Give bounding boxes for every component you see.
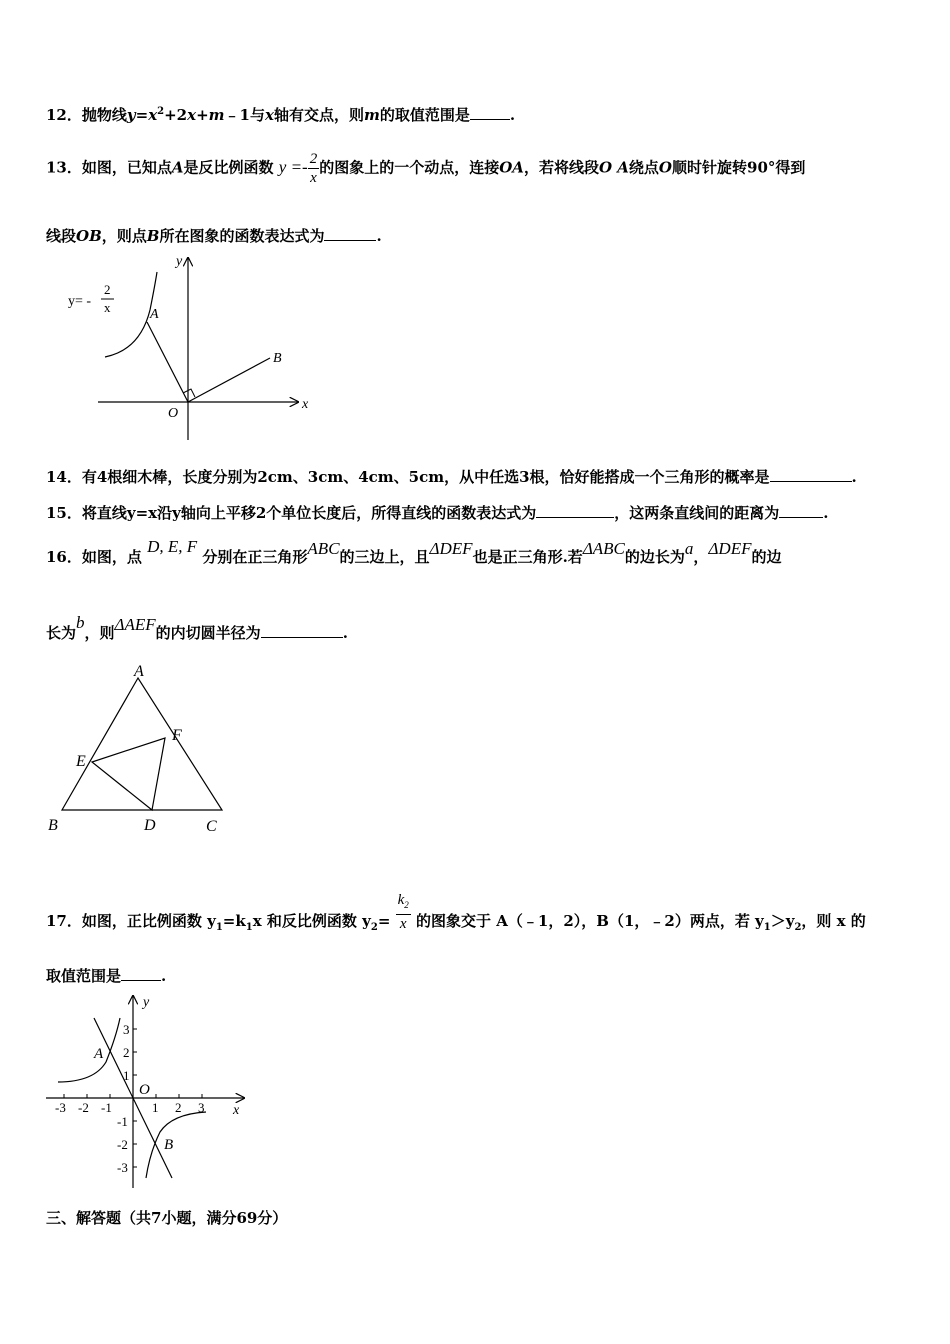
q13-point-B: B (273, 351, 282, 366)
q13-y-label: y (176, 254, 183, 269)
q16-figure (40, 660, 240, 840)
q17-xtick-label: -1 (101, 1100, 112, 1115)
q16-answer-blank (261, 623, 343, 638)
question-16: 16．如图，点 D, E, F 分别在正三角形ABC的三边上，且ΔDEF也是正三角形.若ΔABC的边长为a，ΔDEF的边 (46, 537, 782, 566)
section-title: 三、解答题（共7小题，满分69分） (46, 1209, 288, 1227)
q15-answer-blank-2 (779, 503, 823, 518)
q17-xtick-label: 1 (152, 1100, 159, 1115)
q16-point-E: E (76, 753, 86, 770)
q16-triangle-ABC (62, 678, 222, 810)
q17-x-label: x (233, 1103, 240, 1118)
q17-ytick-label: 3 (123, 1022, 130, 1037)
q17-point-O: O (139, 1082, 150, 1098)
q13-func-lhs: y =- (278, 157, 308, 177)
q16-point-F: F (172, 727, 182, 744)
q15-answer-blank-1 (536, 503, 614, 518)
q17-hyperbola-left (58, 1018, 120, 1082)
q15-number: 15． (46, 504, 82, 522)
q13-point-O: O (168, 406, 179, 421)
q13-x-label: x (302, 397, 309, 412)
question-17: 17．如图，正比例函数 $y_1=k_1x$ 和反比例函数 $y_2=$ $\frac{k_2}{x}$ 的图象交于 A（﹣1，2），B（1，﹣2）两点，若 $y_1>y_2$，则 x 的 (46, 892, 866, 933)
q14-answer-blank (770, 467, 852, 482)
question-12: 12．抛物线$y=x^2+2x+m﹣1$与x轴有交点，则m的取值范围是 . (46, 106, 516, 124)
q17-xtick-label: -2 (78, 1100, 89, 1115)
q17-ytick-label: -2 (117, 1137, 128, 1152)
q17-xtick-label: 2 (175, 1100, 182, 1115)
q16-point-A: A (134, 663, 144, 680)
q16-point-C: C (206, 818, 217, 835)
question-17-line2: 取值范围是 . (46, 967, 167, 985)
q13-func-label-num: 2 (104, 282, 111, 297)
q13-segment-OB (188, 358, 270, 402)
question-16-line2: 长为b，则ΔAEF的内切圆半径为 . (46, 613, 348, 642)
q17-answer-blank (121, 966, 161, 981)
q17-point-A: A (94, 1046, 104, 1062)
question-15: 15．将直线y=x沿y轴向上平移2个单位长度后，所得直线的函数表达式为 ，这两条直线间的距离为 . (46, 504, 829, 522)
q13-figure (60, 250, 330, 445)
q13-func-label-prefix: y= - (68, 294, 92, 309)
q17-y-label: y (143, 995, 150, 1010)
q17-ytick-label: -1 (117, 1114, 128, 1129)
q17-hyperbola-right (146, 1112, 206, 1178)
q13-func-fraction: $\frac{2}{x}$ (309, 151, 318, 186)
q13-answer-blank (324, 226, 376, 241)
q13-number: 13． (46, 158, 82, 177)
q14-number: 14． (46, 468, 82, 486)
q13-func-label-den: x (104, 300, 111, 315)
q17-point-B: B (164, 1137, 174, 1153)
q17-xtick-label: -3 (55, 1100, 66, 1115)
q16-point-D: D (144, 817, 156, 834)
q16-number: 16． (46, 548, 82, 566)
question-13-line2: 线段OB，则点B所在图象的函数表达式为 . (46, 227, 382, 245)
q12-answer-blank (470, 105, 510, 120)
q17-xtick-label: 3 (198, 1100, 205, 1115)
q17-ytick-label: -3 (117, 1160, 128, 1175)
q17-fraction: $\frac{k_2}{x}$ (397, 892, 409, 932)
q16-point-B: B (48, 817, 58, 834)
q17-ytick-label: 1 (123, 1068, 130, 1083)
q13-point-A: A (150, 307, 159, 322)
q12-number: 12． (46, 106, 82, 124)
q16-triangle-DEF (92, 738, 165, 810)
q17-ytick-label: 2 (123, 1045, 130, 1060)
q17-figure (44, 992, 250, 1192)
q13-segment-OA (147, 322, 188, 402)
q17-number: 17． (46, 912, 82, 930)
question-13: 13．如图，已知点A是反比例函数 y =- $\frac{2}{x}$ 的图象上的一个动点，连接OA，若将线段O A绕点O顺时针旋转90°得到 (46, 151, 806, 186)
question-14: 14．有4根细木棒，长度分别为2cm、3cm、4cm、5cm，从中任选3根，恰好能搭成一个三角形的概率是 . (46, 468, 857, 486)
